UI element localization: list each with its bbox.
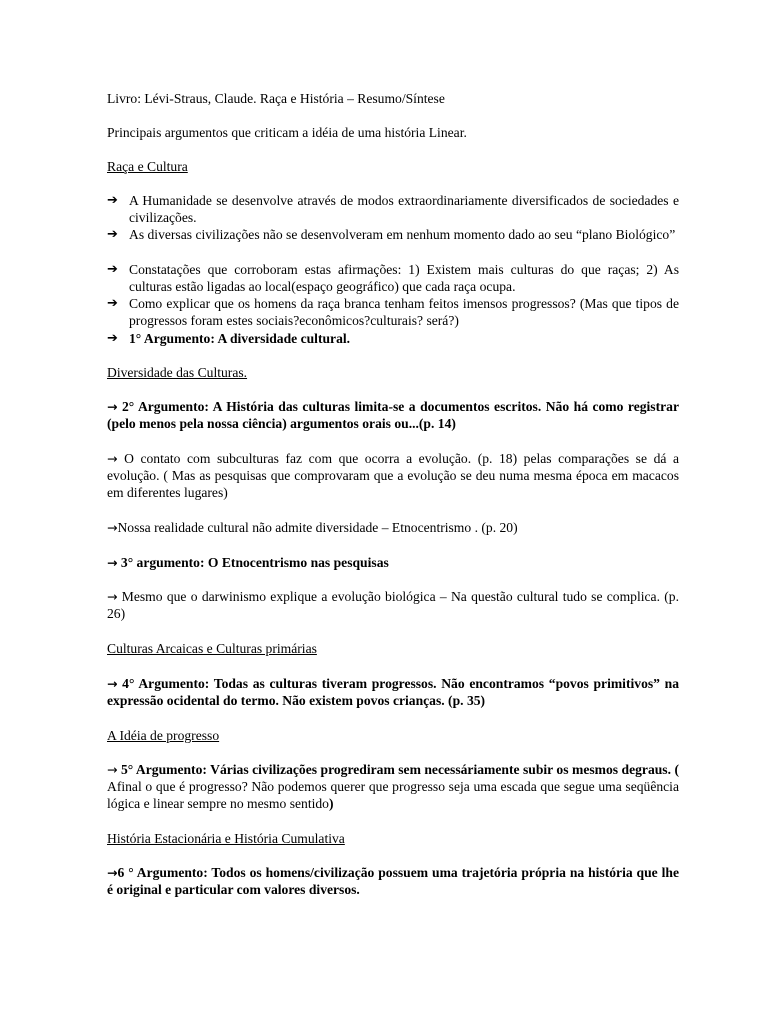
argument-5-bold-text: 5° Argumento: Várias civilizações progrediram sem necessáriamente subir os mesmos degraus. (: [120, 762, 679, 777]
argument-2-text: 2° Argumento: A História das culturas limita-se a documentos escritos. Não há como registrar (pelo menos pela nossa ciência) argumentos orais ou...(p. 14): [107, 399, 679, 431]
heading-culturas-arcaicas: Culturas Arcaicas e Culturas primárias: [107, 641, 317, 656]
argument-3-text: 3° argumento: O Etnocentrismo nas pesquisas: [120, 555, 389, 570]
heading-ideia-progresso: A Idéia de progresso: [107, 728, 220, 743]
bullet-item-argument-1: [107, 330, 679, 347]
heading-raca-cultura: Raça e Cultura: [107, 159, 188, 174]
heading-historia: História Estacionária e História Cumulativa: [107, 831, 345, 846]
argument-2: [107, 398, 679, 432]
argument-6-text: 6 ° Argumento: Todos os homens/civilização possuem uma trajetória própria na história que lhe é original e particular com valores diversos.: [107, 865, 679, 897]
argument-4-text: 4° Argumento: Todas as culturas tiveram progressos. Não encontramos “povos primitivos” na expressão ocidental do termo. Não existem povos crianças. (p. 35): [107, 676, 679, 708]
arrow-icon: →: [107, 399, 118, 414]
bullet-text: Constatações que corroboram estas afirmações: 1) Existem mais culturas do que raças; 2) As culturas estão ligadas ao local(espaço geográfico) que cada raça ocupa.: [129, 262, 679, 294]
arrow-icon: →: [107, 676, 118, 691]
argument-3: [107, 554, 679, 571]
heading-diversidade: Diversidade das Culturas.: [107, 365, 248, 380]
bullet-text: A Humanidade se desenvolve através de modos extraordinariamente diversificados de sociedades e civilizações.: [129, 193, 679, 225]
bullet-item: [107, 226, 679, 243]
book-title-line: Livro: Lévi-Straus, Claude. Raça e História – Resumo/Síntese: [107, 91, 445, 106]
intro-line: Principais argumentos que criticam a idéia de uma história Linear.: [107, 125, 467, 140]
argument-4: [107, 675, 679, 709]
bullet-item: [107, 192, 679, 226]
argument-1-text: 1° Argumento: A diversidade cultural.: [129, 331, 351, 346]
arrow-bullet-icon: ➔: [107, 296, 118, 311]
paragraph-realidade-text: Nossa realidade cultural não admite diversidade – Etnocentrismo . (p. 20): [117, 520, 518, 535]
bullet-item: [107, 261, 679, 295]
argument-5: [107, 761, 679, 812]
argument-5-close: ): [328, 796, 334, 811]
bullet-text: As diversas civilizações não se desenvolveram em nenhum momento dado ao seu “plano Biológico”: [129, 227, 676, 242]
arrow-icon: →: [107, 865, 118, 880]
arrow-bullet-icon: ➔: [107, 227, 118, 242]
paragraph-contato-text: O contato com subculturas faz com que ocorra a evolução. (p. 18) pelas comparações se dá a evolução. ( Mas as pesquisas que comprovaram que a evolução se deu numa mesma época em macacos em diferentes lugares): [107, 451, 679, 500]
paragraph-realidade: [107, 519, 679, 536]
paragraph-contato: [107, 450, 679, 501]
arrow-icon: →: [107, 555, 118, 570]
bullet-text: Como explicar que os homens da raça branca tenham feitos imensos progressos? (Mas que tipos de progressos foram estes sociais?econômicos?culturais? será?): [129, 296, 679, 328]
arrow-bullet-icon: ➔: [107, 193, 118, 208]
arrow-icon: →: [107, 589, 118, 604]
arrow-icon: →: [107, 451, 118, 466]
arrow-icon: →: [107, 762, 118, 777]
argument-5-text: Afinal o que é progresso? Não podemos querer que progresso seja uma escada que segue uma seqüência lógica e linear sempre no mesmo sentido: [107, 779, 679, 811]
paragraph-darwinismo: [107, 588, 679, 622]
bullet-item: [107, 295, 679, 329]
arrow-bullet-icon: ➔: [107, 262, 118, 277]
arrow-icon: →: [107, 520, 118, 535]
paragraph-darwinismo-text: Mesmo que o darwinismo explique a evolução biológica – Na questão cultural tudo se complica. (p. 26): [107, 589, 679, 621]
arrow-bullet-icon: ➔: [107, 331, 118, 346]
argument-6: [107, 864, 679, 898]
